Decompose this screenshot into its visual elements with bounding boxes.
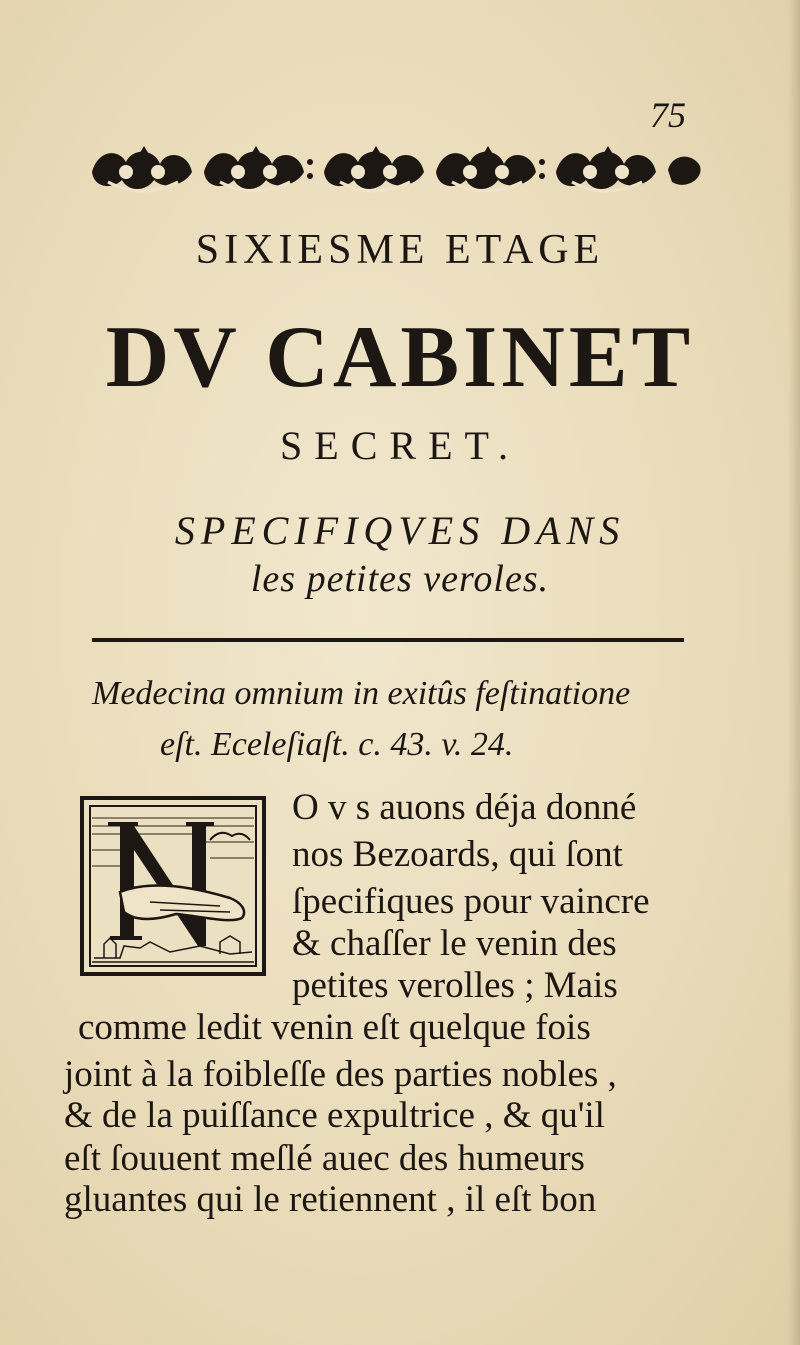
body-line-7: joint à la foibleſſe des parties nobles ,: [64, 1054, 617, 1095]
body-line-2: nos Bezoards, qui ſont: [292, 834, 623, 875]
epigraph-line-2: eſt. Eceleſiaſt. c. 43. v. 24.: [160, 726, 514, 763]
body-line-1: O v s auons déja donné: [292, 787, 637, 828]
horizontal-rule: [92, 638, 684, 642]
ornamental-headpiece: [88, 140, 706, 196]
title-line-3: SECRET.: [280, 423, 520, 468]
page-number: 75: [650, 95, 686, 135]
title-line-2: DV CABINET: [105, 309, 695, 406]
body-line-4: & chaſſer le venin des: [292, 923, 617, 964]
page-edge-shadow: [788, 0, 800, 1345]
body-line-3: ſpecifiques pour vaincre: [292, 881, 650, 922]
body-line-9: eſt ſouuent meſlé auec des humeurs: [64, 1138, 585, 1179]
title-line-1: SIXIESME ETAGE: [195, 227, 605, 273]
body-line-8: & de la puiſſance expultrice , & qu'il: [64, 1095, 605, 1136]
body-line-5: petites verolles ; Mais: [292, 965, 618, 1006]
body-line-10: gluantes qui le retiennent , il eſt bon: [64, 1179, 597, 1220]
body-line-6: comme ledit venin eſt quelque fois: [78, 1007, 591, 1048]
subtitle-line-1: SPECIFIQVES DANS: [174, 508, 626, 553]
decorated-initial: [80, 796, 266, 976]
subtitle-line-2: les petites veroles.: [250, 558, 550, 600]
epigraph-line-1: Medecina omnium in exitûs feſtinatione: [92, 675, 631, 712]
